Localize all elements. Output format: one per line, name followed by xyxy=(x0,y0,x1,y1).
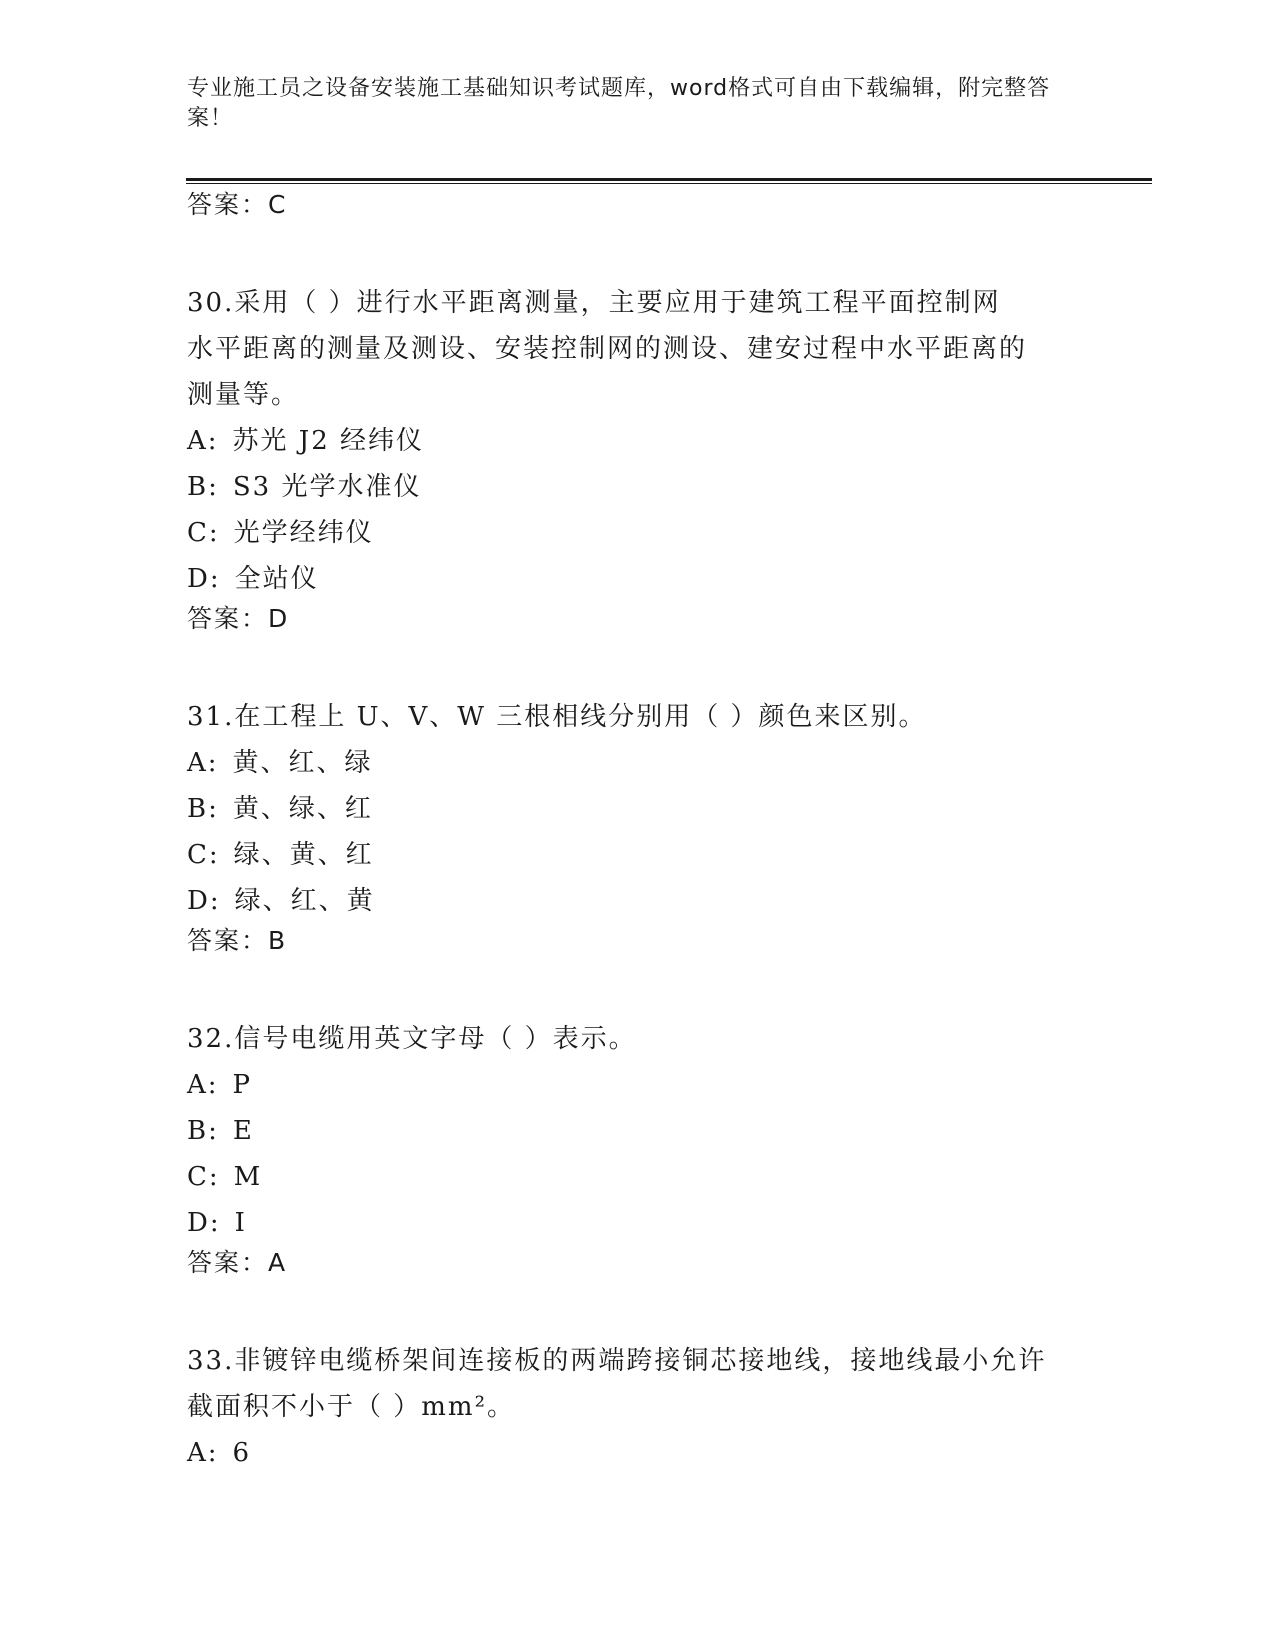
option-text: S3 光学水准仪 xyxy=(232,472,422,502)
option-b xyxy=(187,464,1087,510)
option-key: D: xyxy=(187,1208,221,1238)
option-text: 绿、黄、红 xyxy=(233,840,374,870)
option-text: 光学经纬仪 xyxy=(233,518,374,548)
option-key: A: xyxy=(187,1438,219,1468)
header-divider-thin xyxy=(186,183,1152,184)
question-32 xyxy=(187,1016,1087,1278)
option-c xyxy=(187,832,1087,878)
option-a xyxy=(187,1062,1087,1108)
option-text: 黄、红、绿 xyxy=(232,748,373,778)
option-b xyxy=(187,786,1087,832)
question-stem: 32.信号电缆用英文字母（ ）表示。 xyxy=(187,1024,637,1054)
option-key: C: xyxy=(187,1162,220,1192)
option-text: P xyxy=(232,1070,253,1100)
option-key: D: xyxy=(187,564,221,594)
document-header xyxy=(187,74,1067,134)
option-key: C: xyxy=(187,840,220,870)
option-a xyxy=(187,418,1087,464)
option-text: 全站仪 xyxy=(234,564,319,594)
question-list xyxy=(187,190,1087,1476)
option-key: A: xyxy=(187,748,219,778)
option-text: 绿、红、黄 xyxy=(234,886,375,916)
option-text: 黄、绿、红 xyxy=(232,794,373,824)
option-key: C: xyxy=(187,518,220,548)
option-c xyxy=(187,510,1087,556)
option-key: A: xyxy=(187,1070,219,1100)
option-b xyxy=(187,1108,1087,1154)
question-stem: 31.在工程上 U、V、W 三根相线分别用（ ）颜色来区别。 xyxy=(187,702,927,732)
question-33 xyxy=(187,1338,1087,1476)
option-a xyxy=(187,1430,1087,1476)
header-divider-thick xyxy=(186,178,1152,181)
question-stem: 30.采用（ ）进行水平距离测量，主要应用于建筑工程平面控制网水平距离的测量及测设、安装控制网的测设、建安过程中水平距离的测量等。 xyxy=(187,288,1028,410)
option-d xyxy=(187,878,1087,924)
option-d xyxy=(187,556,1087,602)
option-a xyxy=(187,740,1087,786)
option-text: 6 xyxy=(232,1438,252,1468)
option-key: D: xyxy=(187,886,221,916)
header-text: 专业施工员之设备安装施工基础知识考试题库，word格式可自由下载编辑，附完整答案！ xyxy=(187,76,1051,131)
option-key: A: xyxy=(187,426,219,456)
question-answer: 答案：A xyxy=(187,1248,288,1277)
option-text: 苏光 J2 经纬仪 xyxy=(232,426,425,456)
question-stem: 33.非镀锌电缆桥架间连接板的两端跨接铜芯接地线，接地线最小允许截面积不小于（ ）mm²。 xyxy=(187,1346,1047,1422)
option-d xyxy=(187,1200,1087,1246)
option-text: I xyxy=(234,1208,247,1238)
question-30 xyxy=(187,280,1087,634)
option-c xyxy=(187,1154,1087,1200)
option-text: M xyxy=(233,1162,263,1192)
option-key: B: xyxy=(187,1116,219,1146)
option-key: B: xyxy=(187,472,219,502)
question-answer: 答案：B xyxy=(187,926,288,955)
previous-answer: 答案：C xyxy=(187,190,288,219)
question-answer: 答案：D xyxy=(187,604,290,633)
option-key: B: xyxy=(187,794,219,824)
question-31 xyxy=(187,694,1087,956)
option-text: E xyxy=(232,1116,254,1146)
